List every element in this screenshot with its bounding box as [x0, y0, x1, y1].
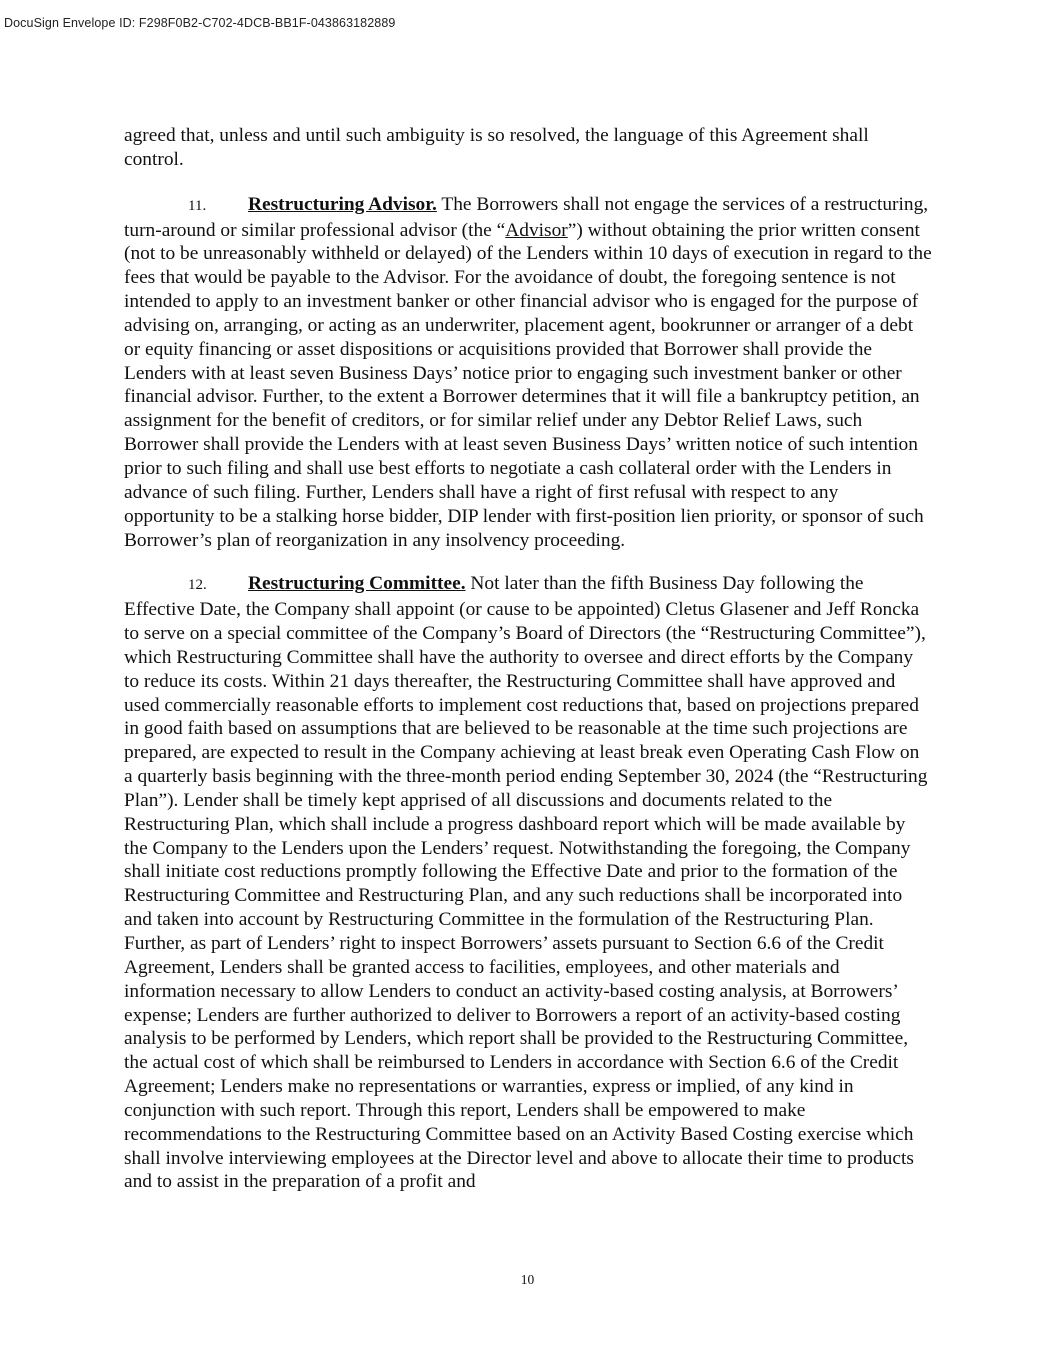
section-number: 12. [188, 577, 207, 594]
section-11-restructuring-advisor [124, 193, 932, 553]
docusign-envelope-id: DocuSign Envelope ID: F298F0B2-C702-4DCB-BB1F-043863182889 [4, 16, 396, 30]
section-title: Restructuring Advisor. [248, 193, 437, 215]
document-body [124, 124, 932, 1194]
section-text-part: The Borrowers shall not engage the services of a restructuring, turn-around or similar professional advisor (the “ [124, 193, 929, 241]
defined-term-advisor: Advisor [505, 219, 568, 241]
section-text: Not later than the fifth Business Day following the Effective Date, the Company shall appoint (or cause to be appointed) Cletus Glasener and Jeff Roncka to serve on a special committee of the Company’s Board of Directors (the “Restructuring Committee”), which Restructuring Committee shall have the authority to oversee and direct efforts by the Company to reduce its costs. Within 21 days thereafter, the Restructuring Committee shall have approved and used commercially reasonable efforts to implement cost reductions that, based on projections prepared in good faith based on assumptions that are believed to be reasonable at the time such projections are prepared, are expected to result in the Company achieving at least break even Operating Cash Flow on a quarterly basis beginning with the three-month period ending September 30, 2024 (the “Restructuring Plan”). Lender shall be timely kept apprised of all discussions and documents related to the Restructuring Plan, which shall include a progress dashboard report which will be made available by the Company to the Lenders upon the Lenders’ request. Notwithstanding the foregoing, the Company shall initiate cost reductions promptly following the Effective Date and prior to the formation of the Restructuring Committee and Restructuring Plan, and any such reductions shall be incorporated into and taken into account by Restructuring Committee in the formulation of the Restructuring Plan. Further, as part of Lenders’ right to inspect Borrowers’ assets pursuant to Section 6.6 of the Credit Agreement, Lenders shall be granted access to facilities, employees, and other materials and information necessary to allow Lenders to conduct an activity-based costing analysis, at Borrowers’ expense; Lenders are further authorized to deliver to Borrowers a report of an activity-based costing analysis to be performed by Lenders, which report shall be provided to the Restructuring Committee, the actual cost of which shall be reimbursed to Lenders in accordance with Section 6.6 of the Credit Agreement; Lenders make no representations or warranties, express or implied, of any kind in conjunction with such report. Through this report, Lenders shall be empowered to make recommendations to the Restructuring Committee based on an Activity Based Costing exercise which shall involve interviewing employees at the Director level and above to allocate their time to products and to assist in the preparation of a profit and [124, 573, 928, 1193]
page-number: 10 [520, 1272, 535, 1287]
section-text-part: ”) without obtaining the prior written consent (not to be unreasonably withheld or delayed) of the Lenders within 10 days of execution in regard to the fees that would be payable to the Advisor. For the avoidance of doubt, the foregoing sentence is not intended to apply to an investment banker or other financial advisor who is engaged for the purpose of advising on, arranging, or acting as an underwriter, placement agent, bookrunner or arranger of a debt or equity financing or asset dispositions or acquisitions provided that Borrower shall provide the Lenders with at least seven Business Days’ notice prior to engaging such investment banker or other financial advisor. Further, to the extent a Borrower determines that it will file a bankruptcy petition, an assignment for the benefit of creditors, or for similar relief under any Debtor Relief Laws, such Borrower shall provide the Lenders with at least seven Business Days’ written notice of such intention prior to such filing and shall use best efforts to negotiate a cash collateral order with the Lenders in advance of such filing. Further, Lenders shall have a right of first refusal with respect to any opportunity to be a stalking horse bidder, DIP lender with first-position lien priority, or sponsor of such Borrower’s plan of reorganization in any insolvency proceeding. [124, 219, 932, 551]
section-number: 11. [188, 197, 207, 214]
section-12-restructuring-committee [124, 572, 932, 1194]
continuation-paragraph: agreed that, unless and until such ambiguity is so resolved, the language of this Agreement shall control. [124, 125, 869, 170]
section-title: Restructuring Committee. [248, 573, 466, 595]
